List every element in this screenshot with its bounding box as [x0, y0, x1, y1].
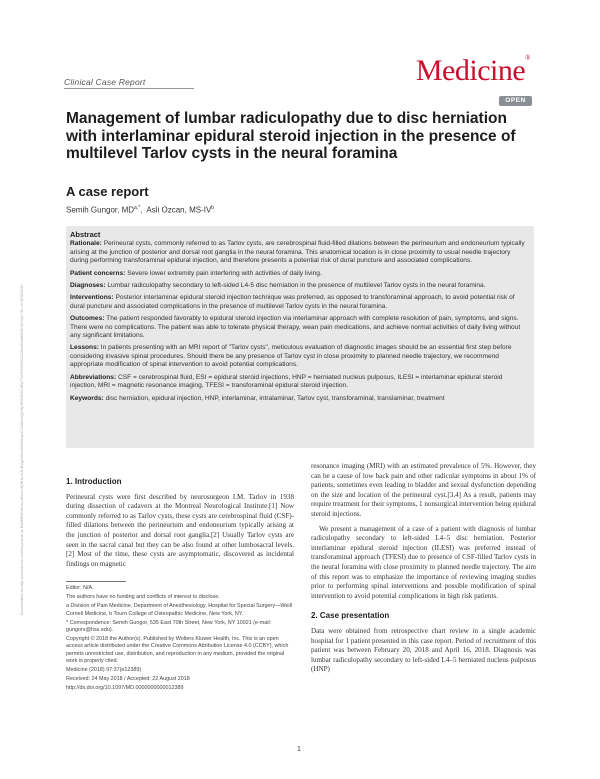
registered-mark: ®: [525, 54, 530, 62]
intro-paragraph: Perineural cysts were first described by neurosurgeon I.M. Tarlov in 1938 during dissection of cadavers at the Montreal Neurological Institute.[1] Now commonly referred to as Tarlov cysts, these cysts are cerebrospinal fluid (CSF)-filled dilations between the perineurium and endoneurium typically arising at the junction of posterior and dorsal root ganglia.[2] Usually Tarlov cysts are seen in the sacral canal but they can be also found at other lumbosacral levels.[2] Most of the time, these cysts are asymptomatic, discovered as incidental findings on magnetic: [66, 492, 294, 568]
journal-name: Medicine: [415, 54, 526, 87]
abstract-abbreviations: Abbreviations: CSF = cerebrospinal fluid, ESI = epidural steroid injections, HNP = herniated nucleus pulposus, ILESI = interlaminar epidural steroid injection, MRI = magnetic resonance imaging, TFESI = transforaminal epidural steroid injection.: [70, 373, 503, 390]
citation: Medicine (2018) 97:37(e12389): [66, 667, 142, 674]
author-line: Semih Gungor, $MD^{a,*}$, Asli Ozcan, $MS-IV^b$: [66, 205, 215, 215]
download-note: Downloaded from http://journals.lww.com/md-journal by BhDMf5ePHKav1zEoum1tQfN4a+kJLhEZgbsIHo4XMi0hCywCX1AWnYQp/IlQrHD3i3D0OdRyi7TvSFl4Cf3VC4/OAVpDDa8KKGKV0Ymy+78= on 09/02/2023: [20, 284, 24, 615]
author-1: Semih Gungor, MD: [66, 205, 135, 215]
abstract-interventions: Interventions: Posterior interlaminar epidural steroid injection technique was preferred, as opposed to transforaminal approach, to avoid potential risk of dural puncture and associated complications in the presence of multilevel Tarlov cysts in the neural foramina.: [70, 294, 515, 310]
download-sidebar: [18, 255, 26, 615]
abstract-heading: Abstract: [70, 230, 101, 239]
correspondence: * Correspondence: Semih Gungor, 535 East 70th Street, New York, NY 10021 (e-mail: gungors@hss.edu).: [66, 619, 272, 634]
column-right: [311, 462, 536, 680]
abstract-concerns: Patient concerns: Severe lower extremity pain interfering with activities of daily living.: [70, 269, 322, 277]
author-2-affil: b: [211, 205, 215, 211]
dates: Received: 24 May 2018 / Accepted: 22 August 2018: [66, 676, 190, 683]
affiliations: a Division of Pain Medicine, Department of Anesthesiology, Hospital for Special Surgery—Weill Cornell Medicine, b Touro College of Osteopathic Medicine, New York, NY.: [66, 603, 293, 617]
abstract-rationale: Rationale: Perineural cysts, commonly referred to as Tarlov cysts, are cerebrospinal fluid-filled dilations between the perineurium and endoneurium typically arising at the junction of posterior and dorsal root ganglia in the neural foramina. This anatomical location is in close proximity to usual needle trajectory during performing transforaminal epidural injection, and therefore presents a potential risk of dural puncture and associated complications.: [70, 240, 525, 265]
footnote-divider: [66, 581, 126, 582]
page-number: 1: [297, 746, 301, 753]
abstract-diagnoses: Diagnoses: Lumbar radiculopathy secondary to left-sided L4-5 disc herniation in the presence of multilevel Tarlov cysts in the neural foramina.: [70, 282, 486, 290]
article-subtitle: A case report: [66, 184, 149, 199]
copyright-note: Copyright © 2018 the Author(s). Published by Wolters Kluwer Health, Inc. This is an open access article distributed under the Creative Commons Attribution License 4.0 (CCBY), which permits unrestricted use, distribution, and reproduction in any medium, provided the original work is properly cited.: [66, 636, 289, 664]
label-divider: [64, 88, 194, 89]
body-paragraph-1: resonance imaging (MRI) with an estimated prevalence of 5%. However, they can be a cause of low back pain and other radicular symptoms in about 1% of patients, sometimes even leading to bladder and sexual dysfunction depending on the size and location of the perineural cyst.[3,4] As a result, patients may require treatment for their symptoms, 1 nonsurgical intervention being epidural steroid injections.: [311, 462, 536, 518]
article-type-label: Clinical Case Report: [64, 77, 146, 87]
body-paragraph-2: We present a management of a case of a patient with diagnosis of lumbar radiculopathy secondary to left-sided L4–5 disc herniation. Posterior interlaminar epidural steroid injection (ILESI) was preferred instead of transforaminal approach (TFESI) due to presence of CSF-filled Tarlov cysts in the neural foramina with close proximity to planned needle trajectory. The aim of this report was to emphasize the importance of reviewing imaging studies prior to performing spinal interventions and possible modification of spinal intervention to avoid potential complications in high risk patients.: [311, 524, 536, 600]
editor-note: Editor: N/A.: [66, 585, 94, 591]
abstract-box: [66, 226, 534, 448]
case-paragraph: Data were obtained from retrospective chart review in a single academic hospital for 1 patient presented in this case report. Period of recruitment of this patient was between February 20, 2018 and April 16, 2018. Diagnosis was lumbar radiculopathy secondary to left-sided L4–5 herniated nucleus pulposus (HNP): [311, 626, 536, 674]
abstract-outcomes: Outcomes: The patient responded favorably to epidural steroid injection via interlaminar approach with complete resolution of pain, symptoms, and signs. There were no complications. The patient was able to tolerate physical therapy, wean pain medications, and achieve normal activities of daily living without any significant limitations.: [70, 315, 521, 340]
open-access-badge: OPEN: [499, 96, 532, 106]
column-left: [66, 477, 294, 574]
footnotes: [66, 581, 294, 695]
section-heading-case: 2. Case presentation: [311, 611, 390, 621]
abstract-keywords: Keywords: disc herniation, epidural injection, HNP, interlaminar, intralaminar, Tarlov cyst, transforaminal, translaminar, treatment: [70, 394, 445, 402]
abstract-lessons: Lessons: In patients presenting with an MRI report of "Tarlov cysts", meticulous evaluation of diagnostic images should be an essential first step before considering invasive spinal procedures. Should there be any presence of Tarlov cyst in close proximity to planned needle trajectory, we recommend appropriate modification of spinal intervention to avoid potential complications.: [70, 344, 512, 369]
author-1-affil: a,*: [134, 205, 141, 211]
doi-link[interactable]: http://dx.doi.org/10.1097/MD.0000000000012389: [66, 685, 184, 692]
journal-logo: [416, 54, 530, 88]
article-title: Management of lumbar radiculopathy due to disc herniation with interlaminar epidural steroid injection in the presence of multilevel Tarlov cysts in the neural foramina: [66, 110, 516, 162]
author-2: Asli Ozcan, MS-IV: [146, 205, 212, 215]
funding-note: The authors have no funding and conflicts of interest to disclose.: [66, 594, 220, 601]
section-heading-introduction: 1. Introduction: [66, 477, 122, 486]
